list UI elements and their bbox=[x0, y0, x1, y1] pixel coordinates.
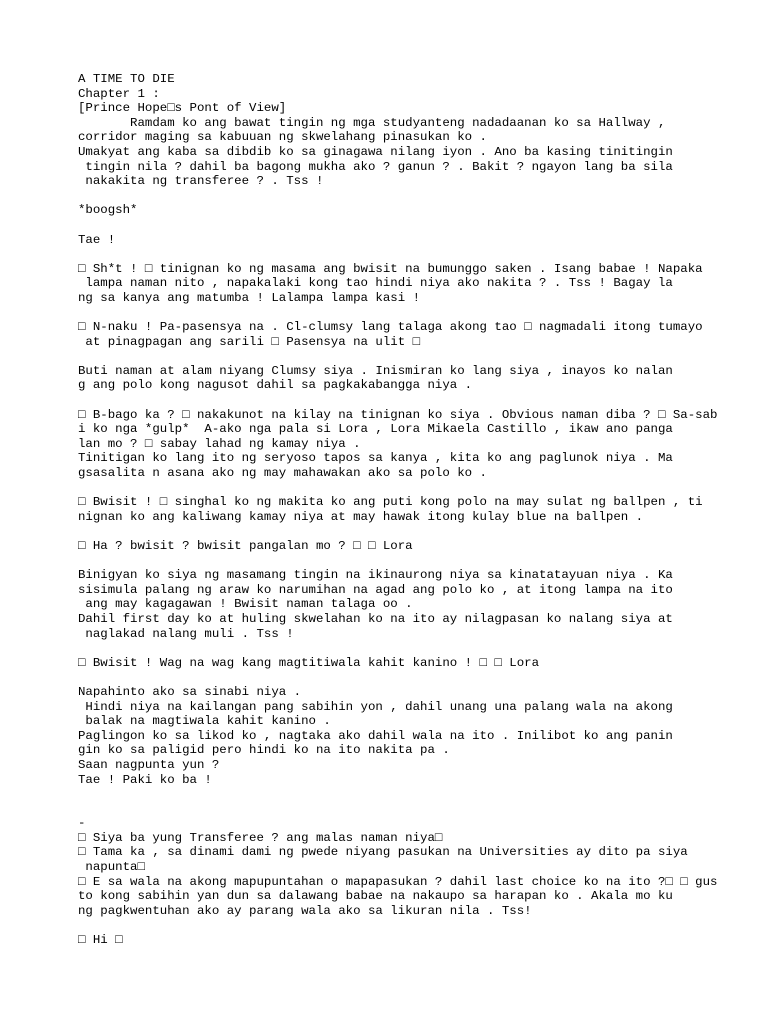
text-line: at pinagpagan ang sarili □ Pasensya na ulit □ bbox=[78, 334, 421, 349]
text-line: napunta□ bbox=[78, 860, 145, 875]
text-line: *boogsh* bbox=[78, 203, 138, 218]
text-line: A TIME TO DIE bbox=[78, 72, 175, 86]
text-line bbox=[78, 247, 758, 262]
text-line: □ N-naku ! Pa-pasensya na . Cl-clumsy lang talaga akong tao □ nagmadali itong tumayo bbox=[78, 320, 703, 335]
text-line: □ Sh*t ! □ tinignan ko ng masama ang bwisit na bumunggo saken . Isang babae ! Napaka bbox=[78, 261, 703, 276]
text-line bbox=[78, 641, 758, 656]
text-line bbox=[78, 670, 758, 685]
text-line: ng pagkwentuhan ako ay parang wala ako sa likuran nila . Tss! bbox=[78, 903, 532, 918]
text-line: Saan nagpunta yun ? bbox=[78, 757, 220, 772]
text-line: balak na magtiwala kahit kanino . bbox=[78, 714, 331, 729]
text-line: Hindi niya na kailangan pang sabihin yon , dahil unang una palang wala na akong bbox=[78, 699, 673, 714]
text-line: □ B-bago ka ? □ nakakunot na kilay na tinignan ko siya . Obvious naman diba ? □ Sa-sab bbox=[78, 407, 718, 422]
text-line: Tae ! bbox=[78, 232, 116, 247]
text-line bbox=[78, 524, 758, 539]
text-line bbox=[78, 554, 758, 569]
text-line: □ Siya ba yung Transferee ? ang malas naman niya□ bbox=[78, 830, 443, 845]
text-line bbox=[78, 393, 758, 408]
text-line: naglakad nalang muli . Tss ! bbox=[78, 626, 294, 641]
text-line: to kong sabihin yan dun sa dalawang babae na nakaupo sa harapan ko . Akala mo ku bbox=[78, 889, 673, 904]
text-line: Ramdam ko ang bawat tingin ng mga studyanteng nadadaanan ko sa Hallway , bbox=[78, 115, 666, 130]
text-line bbox=[78, 802, 758, 817]
text-line: tingin nila ? dahil ba bagong mukha ako ? ganun ? . Bakit ? ngayon lang ba sila bbox=[78, 159, 673, 174]
text-line: gsasalita n asana ako ng may mahawakan ako sa polo ko . bbox=[78, 466, 487, 481]
text-line: i ko nga *gulp* A-ako nga pala si Lora , Lora Mikaela Castillo , ikaw ano panga bbox=[78, 422, 673, 437]
text-line bbox=[78, 189, 758, 204]
text-line: □ Bwisit ! □ singhal ko ng makita ko ang puti kong polo na may sulat ng ballpen , ti bbox=[78, 495, 703, 510]
text-line: lampa naman nito , napakalaki kong tao hindi niya ako nakita ? . Tss ! Bagay la bbox=[78, 276, 673, 291]
text-line bbox=[78, 787, 758, 802]
text-line bbox=[78, 349, 758, 364]
text-line: g ang polo kong nagusot dahil sa pagkakabangga niya . bbox=[78, 378, 473, 393]
text-line: Napahinto ako sa sinabi niya . bbox=[78, 684, 302, 699]
text-line: gin ko sa paligid pero hindi ko na ito nakita pa . bbox=[78, 743, 450, 758]
text-line: □ Hi □ bbox=[78, 933, 123, 948]
text-line: Chapter 1 : bbox=[78, 86, 160, 101]
text-line: nakakita ng transferee ? . Tss ! bbox=[78, 174, 324, 189]
text-line bbox=[78, 918, 758, 933]
text-line: sisimula palang ng araw ko narumihan na agad ang polo ko , at itong lampa na ito bbox=[78, 582, 673, 597]
text-line: [Prince Hope□s Pont of View] bbox=[78, 101, 287, 116]
text-line: Paglingon ko sa likod ko , nagtaka ako dahil wala na ito . Inilibot ko ang panin bbox=[78, 728, 673, 743]
text-line: - bbox=[78, 816, 86, 831]
document-body bbox=[78, 72, 758, 948]
text-line bbox=[78, 218, 758, 233]
text-line: ng sa kanya ang matumba ! Lalampa lampa kasi ! bbox=[78, 290, 421, 305]
text-line: □ E sa wala na akong mapupuntahan o mapapasukan ? dahil last choice ko na ito ?□ □ gus bbox=[78, 874, 718, 889]
text-line: Tinitigan ko lang ito ng seryoso tapos sa kanya , kita ko ang paglunok niya . Ma bbox=[78, 451, 673, 466]
text-line: Buti naman at alam niyang Clumsy siya . Inismiran ko lang siya , inayos ko nalan bbox=[78, 363, 673, 378]
text-line: □ Bwisit ! Wag na wag kang magtitiwala kahit kanino ! □ □ Lora bbox=[78, 655, 540, 670]
text-line: □ Ha ? bwisit ? bwisit pangalan mo ? □ □ Lora bbox=[78, 539, 413, 553]
text-line: □ Tama ka , sa dinami dami ng pwede niyang pasukan na Universities ay dito pa siya bbox=[78, 845, 688, 860]
text-line: ang may kagagawan ! Bwisit naman talaga oo . bbox=[78, 597, 413, 612]
text-line: Tae ! Paki ko ba ! bbox=[78, 772, 212, 787]
text-line bbox=[78, 306, 758, 321]
text-line bbox=[78, 481, 758, 496]
text-line: nignan ko ang kaliwang kamay niya at may hawak itong kulay blue na ballpen . bbox=[78, 509, 644, 524]
text-line: Umakyat ang kaba sa dibdib ko sa ginagawa nilang iyon . Ano ba kasing tinitingin bbox=[78, 144, 673, 159]
text-line: lan mo ? □ sabay lahad ng kamay niya . bbox=[78, 436, 361, 451]
text-line: Binigyan ko siya ng masamang tingin na ikinaurong niya sa kinatatayuan niya . Ka bbox=[78, 568, 673, 583]
text-line: Dahil first day ko at huling skwelahan ko na ito ay nilagpasan ko nalang siya at bbox=[78, 611, 673, 626]
text-line: corridor maging sa kabuuan ng skwelahang pinasukan ko . bbox=[78, 130, 487, 145]
